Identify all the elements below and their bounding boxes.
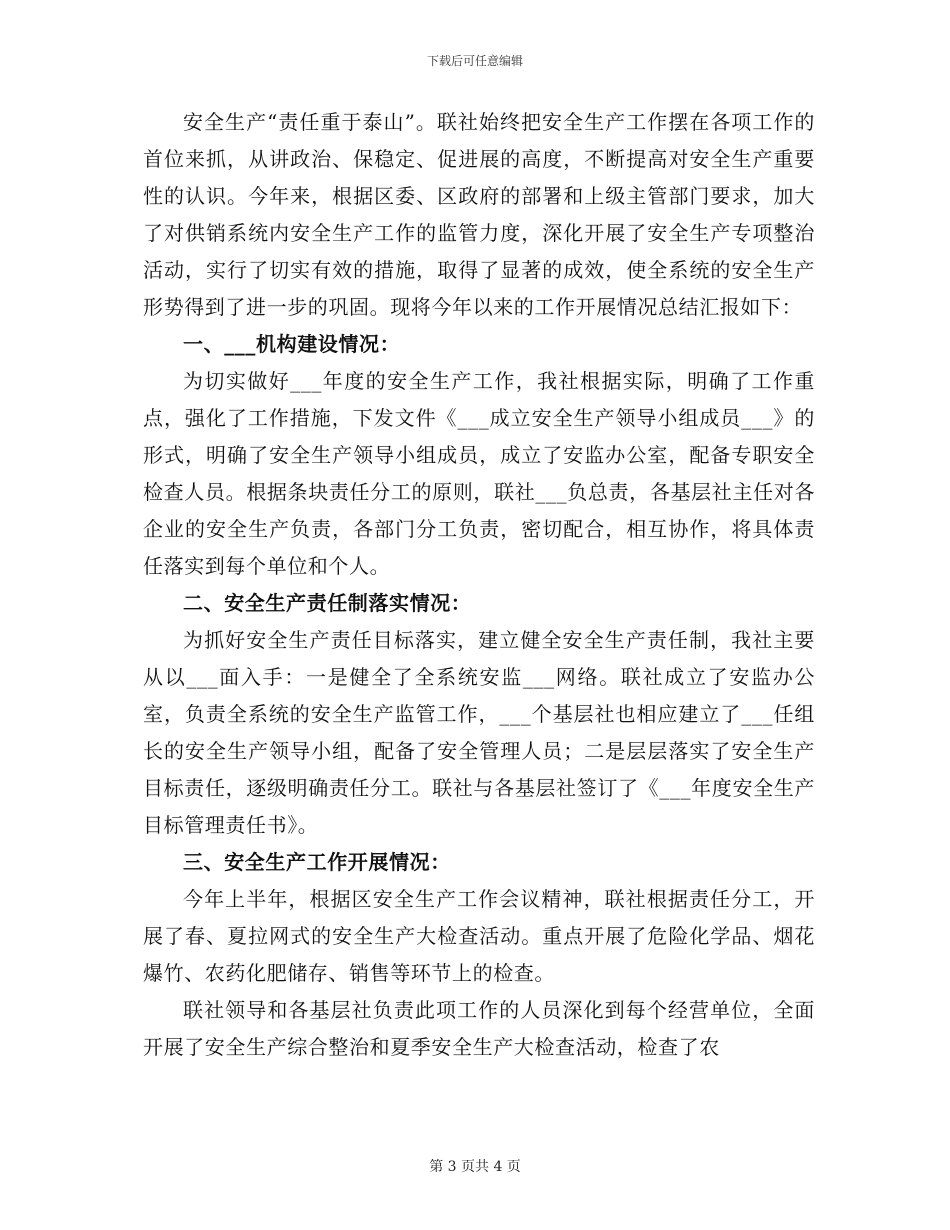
page-footer: 第 3 页共 4 页 [429,1159,521,1175]
section-2-heading: 二、安全生产责任制落实情况： [183,591,472,615]
section-3-heading: 三、安全生产工作开展情况： [183,850,451,874]
intro-paragraph: 安全生产“责任重于泰山”。联社始终把安全生产工作摆在各项工作的首位来抓，从讲政治、保稳定、促进展的高度，不断提高对安全生产重要性的认识。今年来，根据区委、区政府的部署和上级主管部门要求，加大了对供销系统内安全生产工作的监管力度，深化开展了安全生产专项整治活动，实行了切实有效的措施，取得了显著的成效，使全系统的安全生产形势得到了进一步的巩固。现将今年以来的工作开展情况总结汇报如下： [143,110,815,319]
section-3-paragraph-2: 联社领导和各基层社负责此项工作的人员深化到每个经营单位，全面开展了安全生产综合整治和夏季安全生产大检查活动，检查了农 [143,998,815,1059]
section-1-paragraph: 为切实做好___年度的安全生产工作，我社根据实际，明确了工作重点，强化了工作措施，下发文件《___成立安全生产领导小组成员___》的形式，明确了安全生产领导小组成员，成立了安监办公室，配备专职安全检查人员。根据条块责任分工的原则，联社___负总责，各基层社主任对各企业的安全生产负责，各部门分工负责，密切配合，相互协作，将具体责任落实到每个单位和个人。 [143,369,815,578]
document-body [143,104,815,1066]
section-2-paragraph: 为抓好安全生产责任目标落实，建立健全安全生产责任制，我社主要从以___面入手：一是健全了全系统安监___网络。联社成立了安监办公室，负责全系统的安全生产监管工作，___个基层社也相应建立了___任组长的安全生产领导小组，配备了安全管理人员；二是层层落实了安全生产目标责任，逐级明确责任分工。联社与各基层社签订了《___年度安全生产目标管理责任书》。 [143,628,815,837]
page-header: 下载后可任意编辑 [426,54,523,68]
section-3-paragraph-1: 今年上半年，根据区安全生产工作会议精神，联社根据责任分工，开展了春、夏拉网式的安全生产大检查活动。重点开展了危险化学品、烟花爆竹、农药化肥储存、销售等环节上的检查。 [143,887,815,985]
section-1-heading: 一、___机构建设情况： [183,332,401,356]
